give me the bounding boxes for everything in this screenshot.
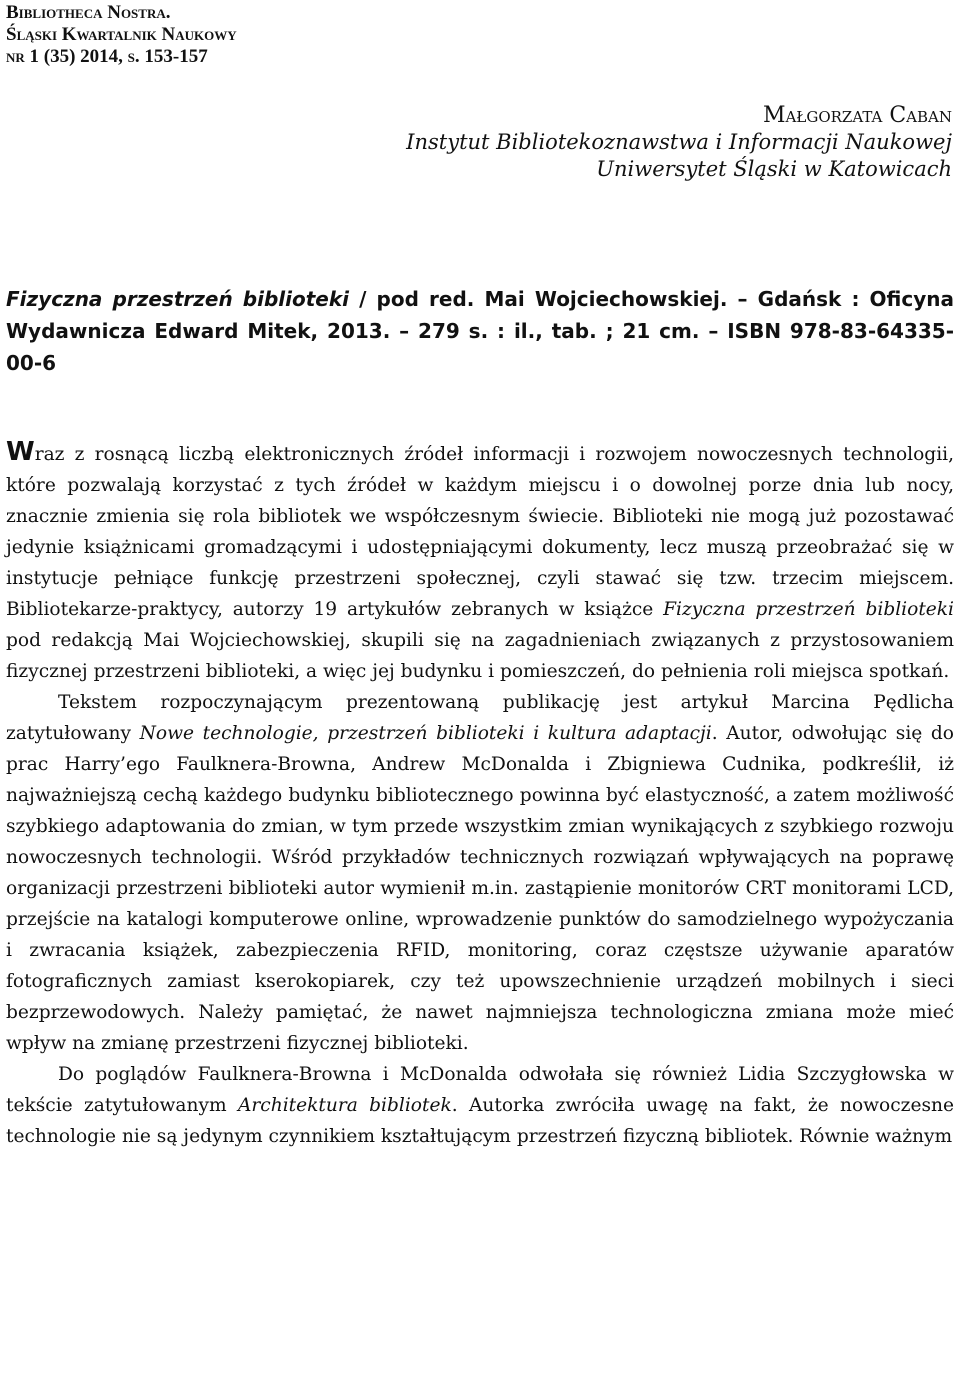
- bibliographic-entry: [6, 283, 954, 379]
- journal-subtitle: Śląski Kwartalnik Naukowy: [6, 24, 237, 45]
- paragraph-1-text-b: pod redakcją Mai Wojciechowskiej, skupili się na zagadnieniach związanych z przystosowaniem fizycznej przestrzeni biblioteki, a więc jej budynku i pomieszczeń, do pełnienia roli miejsca spotkań.: [6, 630, 954, 682]
- journal-header: [6, 2, 237, 68]
- paragraph-2-text-b: . Autor, odwołując się do prac Harry’ego Faulknera-Browna, Andrew McDonalda i Zbigniewa Cudnika, podkreślił, iż najważniejszą cechą każdego budynku bibliotecznego powinna być elastyczność, a zatem możliwość szybkiego adaptowania do zmian, w tym przede wszystkim zmian wynikających z szybkiego rozwoju nowoczesnych technologii. Wśród przykładów technicznych rozwiązań wpływających na poprawę organizacji przestrzeni biblioteki autor wymienił m.in. zastąpienie monitorów CRT monitorami LCD, przejście na katalogi komputerowe online, wprowadzenie punktów do samodzielnego wypożyczania i zwracania książek, zabezpieczenia RFID, monitoring, coraz częstsze używanie aparatów fotograficznych zamiast kserokopiarek, czy też upowszechnienie urządzeń mobilnych i sieci bezprzewodowych. Należy pamiętać, że nawet najmniejsza technologiczna zmiana może mieć wpływ na zmianę przestrzeni fizycznej biblioteki.: [6, 723, 954, 1054]
- author-name: Małgorzata Caban: [762, 103, 952, 128]
- journal-title: Bibliotheca Nostra.: [6, 2, 171, 23]
- review-body: [6, 437, 954, 1152]
- paragraph-1-book-title: Fizyczna przestrzeń biblioteki: [663, 599, 955, 620]
- paragraph-3-article-title: Architektura bibliotek: [237, 1095, 452, 1116]
- paragraph-2-text-a: Tekstem rozpoczynającym prezentowaną publikację jest artykuł Marcina Pędlicha zatytułowany: [6, 692, 954, 744]
- author-block: [406, 102, 952, 183]
- paragraph-3-text-b: . Autorka zwróciła uwagę na fakt, że nowoczesne technologie nie są jedynym czynnikiem kształtującym przestrzeń fizyczną bibliotek. Równie ważnym: [6, 1095, 954, 1147]
- bibliographic-details: / pod red. Mai Wojciechowskiej. – Gdańsk : Oficyna Wydawnicza Edward Mitek, 2013. – 279 s. : il., tab. ; 21 cm. – ISBN 978-83-64335-00-6: [6, 287, 955, 375]
- author-affiliation-institute: Instytut Bibliotekoznawstwa i Informacji Naukowej: [406, 130, 952, 154]
- paragraph-2: [6, 687, 954, 1059]
- paragraph-3: [6, 1059, 954, 1152]
- journal-issue: nr 1 (35) 2014, s. 153-157: [6, 46, 208, 67]
- paragraph-3-text-a: Do poglądów Faulknera-Browna i McDonalda odwołała się również Lidia Szczygłowska w tekście zatytułowanym: [6, 1064, 954, 1116]
- paragraph-2-article-title: Nowe technologie, przestrzeń biblioteki i kultura adaptacji: [139, 723, 712, 744]
- paragraph-1: [6, 437, 954, 687]
- drop-cap: W: [6, 437, 35, 467]
- paragraph-1-text-a: raz z rosnącą liczbą elektronicznych źródeł informacji i rozwojem nowoczesnych technologii, które pozwalają korzystać z tych źródeł w każdym miejscu i o dowolnej porze dnia lub nocy, znacznie zmienia się rola bibliotek we współczesnym świecie. Biblioteki nie mogą już pozostawać jedynie książnicami gromadzącymi i udostępniającymi dokumenty, lecz muszą przeobrażać się w instytucje pełniące funkcję przestrzeni społecznej, czyli stawać się tzw. trzecim miejscem. Bibliotekarze-praktycy, autorzy 19 artykułów zebranych w książce: [6, 444, 954, 620]
- author-affiliation-university: Uniwersytet Śląski w Katowicach: [596, 157, 952, 181]
- book-title: Fizyczna przestrzeń biblioteki: [6, 287, 350, 311]
